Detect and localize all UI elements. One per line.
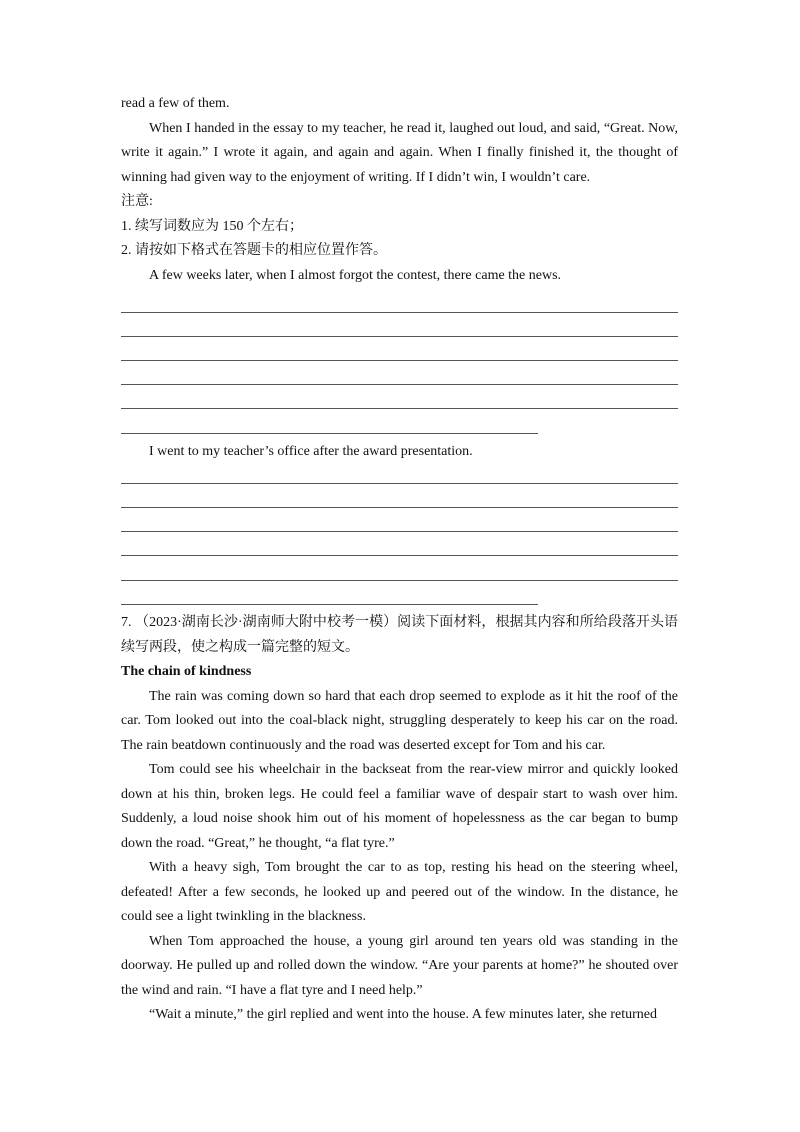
answer-line	[121, 604, 538, 605]
prompt-2-block	[121, 440, 678, 465]
question-7-header: 7. （2023·湖南长沙·湖南师大附中校考一模）阅读下面材料，根据其内容和所给段落开头语续写两段，使之构成一篇完整的短文。	[121, 615, 678, 655]
answer-line	[121, 507, 678, 508]
question-7-block	[121, 611, 678, 1028]
answer-line	[121, 483, 678, 484]
answer-line	[121, 336, 678, 337]
answer-line	[121, 531, 678, 532]
answer-line	[121, 384, 678, 385]
answer-line	[121, 408, 678, 409]
answer-line	[121, 433, 538, 434]
story-paragraph: With a heavy sigh, Tom brought the car to as top, resting his head on the steering wheel, defeated! After a few seconds, he looked up and peered out of the window. In the distance, he could see a light twinkling in the blackness.	[121, 860, 678, 924]
answer-line	[121, 580, 678, 581]
story-paragraph: The rain was coming down so hard that each drop seemed to explode as it hit the roof of the car. Tom looked out into the coal-black night, struggling desperately to keep his car on the road. The rain beatdown continuously and the road was deserted except for Tom and his car.	[121, 688, 678, 753]
note-1: 1. 续写词数应为 150 个左右；	[121, 218, 303, 234]
line-read: read a few of them.	[121, 96, 230, 111]
story-paragraph: Tom could see his wheelchair in the backseat from the rear-view mirror and quickly looked down at his thin, broken legs. He could feel a familiar wave of despair start to wash over him. Suddenly, a loud noise shook him out of his moment of hopelessness as the car began to bump down the road. “Great,” he thought, “a flat tyre.”	[121, 762, 678, 851]
story-paragraph: When Tom approached the house, a young girl around ten years old was standing in the doorway. He pulled up and rolled down the window. “Are your parents at home?” he shouted over the wind and rain. “I have a flat tyre and I need help.”	[121, 933, 678, 998]
prompt-1: A few weeks later, when I almost forgot the contest, there came the news.	[149, 267, 562, 283]
story-paragraph: “Wait a minute,” the girl replied and went into the house. A few minutes later, she returned	[149, 1007, 657, 1022]
prompt-2: I went to my teacher’s office after the award presentation.	[149, 444, 473, 459]
answer-line	[121, 555, 678, 556]
answer-line	[121, 360, 678, 361]
note-label: 注意:	[121, 194, 153, 209]
answer-line	[121, 312, 678, 313]
question-7-title: The chain of kindness	[121, 664, 252, 679]
note-2: 2. 请按如下格式在答题卡的相应位置作答。	[121, 243, 387, 258]
top-text-block	[121, 92, 678, 288]
para-handed: When I handed in the essay to my teacher, he read it, laughed out loud, and said, “Great. Now, write it again.” I wrote it again, and again and again. When I finally finished it, the thought of winning had given way to the enjoyment of writing. If I didn’t win, I wouldn’t care.	[121, 120, 678, 185]
